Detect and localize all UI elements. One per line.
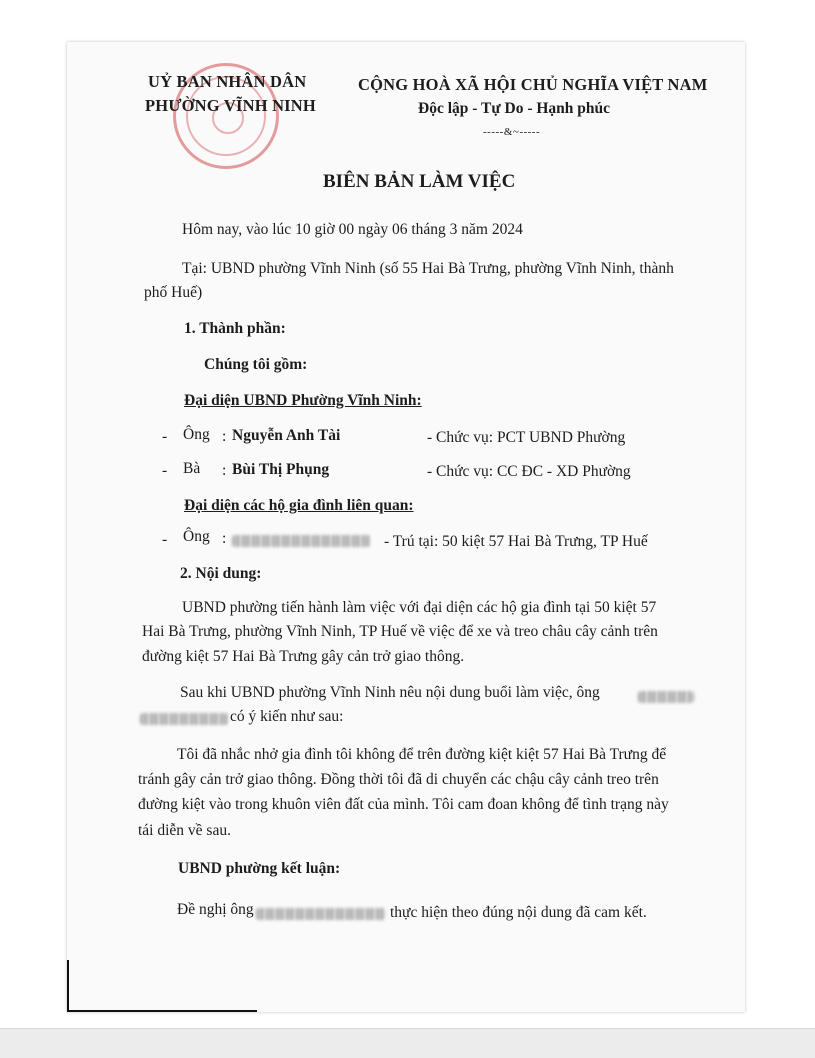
nation-title: CỘNG HOÀ XÃ HỘI CHỦ NGHĨA VIỆT NAM — [358, 75, 708, 94]
para1-line3: đường kiệt 57 Hai Bà Trưng gây cản trở giao thông. — [142, 648, 465, 665]
household-rep-bullet: - — [162, 531, 168, 548]
ward-rep-bullet: - — [162, 462, 168, 479]
redacted-name — [140, 710, 228, 728]
org-name-line2: PHƯỜNG VĨNH NINH — [145, 96, 316, 115]
ward-rep-name: Bùi Thị Phụng — [232, 461, 330, 478]
redacted-name — [256, 905, 386, 923]
conclusion-prefix: Đề nghị ông — [177, 901, 254, 918]
redacted-name — [232, 532, 370, 550]
ward-rep-colon: : — [222, 428, 227, 445]
conclusion-heading: UBND phường kết luận: — [178, 860, 341, 877]
national-motto: Độc lập - Tự Do - Hạnh phúc — [418, 100, 611, 117]
household-rep-title: Ông — [183, 528, 210, 545]
org-name-line1: UỶ BAN NHÂN DÂN — [148, 72, 307, 91]
ward-rep-heading: Đại diện UBND Phường Vĩnh Ninh: — [184, 392, 422, 409]
section1-heading: 1. Thành phần: — [184, 320, 286, 337]
motto-divider: -----&~----- — [483, 126, 541, 138]
quote-line3: đường kiệt vào trong khuôn viên đất của mình. Tôi cam đoan không để tình trạng này — [138, 796, 669, 813]
quote-line1: Tôi đã nhắc nhở gia đình tôi không để trên đường kiệt kiệt 57 Hai Bà Trưng để — [177, 746, 667, 763]
quote-line4: tái diễn về sau. — [138, 822, 231, 839]
meeting-place-line2: phố Huế) — [144, 284, 203, 301]
redacted-name — [638, 688, 694, 706]
ward-rep-title: Ông — [183, 426, 210, 443]
ward-rep-bullet: - — [162, 428, 168, 445]
conclusion-suffix: thực hiện theo đúng nội dung đã cam kết. — [390, 904, 647, 921]
meeting-time: Hôm nay, vào lúc 10 giờ 00 ngày 06 tháng 3 năm 2024 — [182, 221, 523, 238]
ward-rep-name: Nguyễn Anh Tài — [232, 427, 341, 444]
para1-line2: Hai Bà Trưng, phường Vĩnh Ninh, TP Huế về việc để xe và treo châu cây cảnh trên — [142, 623, 658, 640]
page-edge-left — [67, 960, 69, 1012]
household-rep-colon: : — [222, 530, 227, 547]
meeting-place-line1: Tại: UBND phường Vĩnh Ninh (số 55 Hai Bà Trưng, phường Vĩnh Ninh, thành — [182, 260, 674, 277]
ward-rep-role: - Chức vụ: PCT UBND Phường — [427, 429, 626, 446]
document-title: BIÊN BẢN LÀM VIỆC — [323, 171, 516, 192]
para1-line1: UBND phường tiến hành làm việc với đại diện các hộ gia đình tại 50 kiệt 57 — [182, 599, 657, 616]
page-edge-bottom — [67, 1010, 257, 1012]
para2-line1: Sau khi UBND phường Vĩnh Ninh nêu nội dung buổi làm việc, ông — [180, 684, 600, 701]
section1-sub: Chúng tôi gồm: — [204, 356, 308, 373]
para2-line2: có ý kiến như sau: — [230, 708, 344, 725]
ward-rep-colon: : — [222, 462, 227, 479]
screen-bottom-band — [0, 1028, 815, 1058]
section2-heading: 2. Nội dung: — [180, 565, 262, 582]
household-rep-heading: Đại diện các hộ gia đình liên quan: — [184, 497, 414, 514]
ward-rep-title: Bà — [183, 460, 201, 477]
ward-rep-role: - Chức vụ: CC ĐC - XD Phường — [427, 463, 631, 480]
household-rep-residence: - Trú tại: 50 kiệt 57 Hai Bà Trưng, TP Huế — [384, 533, 648, 550]
quote-line2: tránh gây cản trở giao thông. Đồng thời tôi đã di chuyển các chậu cây cảnh treo trên — [138, 771, 659, 788]
